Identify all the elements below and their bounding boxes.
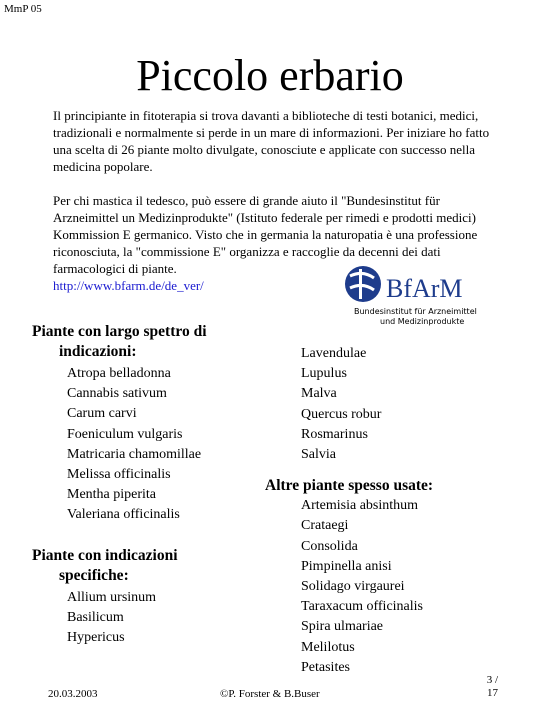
bfarm-emblem-icon xyxy=(345,266,381,302)
list-item: Foeniculum vulgaris xyxy=(67,426,183,442)
list-item: Lavendulae xyxy=(301,346,367,361)
list-item: Basilicum xyxy=(67,609,124,625)
list-item: Allium ursinum xyxy=(67,589,157,605)
left-column xyxy=(32,322,272,648)
list-item: Matricaria chamomillae xyxy=(67,446,202,462)
bfarm-logo-wordmark: BfArM xyxy=(386,274,463,303)
right-column xyxy=(265,344,525,678)
broad-plants-list-continued xyxy=(265,344,525,465)
list-item: Carum carvi xyxy=(67,406,137,422)
list-item: Melilotus xyxy=(301,639,355,655)
list-item: Salvia xyxy=(301,447,336,463)
list-item: Crataegi xyxy=(301,518,349,534)
list-item: Consolida xyxy=(301,538,358,554)
list-item: Spira ulmariae xyxy=(301,619,384,635)
list-item: Melissa officinalis xyxy=(67,467,171,483)
footer-copyright: ©P. Forster & B.Buser xyxy=(220,688,320,700)
other-plants-list xyxy=(265,496,525,678)
list-item: Valeriana officinalis xyxy=(67,507,180,523)
page-title: Piccolo erbario xyxy=(136,51,404,100)
list-item: Malva xyxy=(301,386,337,402)
bfarm-logo xyxy=(340,264,492,328)
list-item: Lupulus xyxy=(301,366,347,382)
list-item: Solidago virgaurei xyxy=(301,579,405,595)
bfarm-logo-line1: Bundesinstitut für Arzneimittel xyxy=(354,307,477,316)
page-number: 3 / 17 xyxy=(486,674,498,699)
specific-plants-list xyxy=(32,588,272,649)
list-item: Pimpinella anisi xyxy=(301,558,392,574)
slide-code: MmP 05 xyxy=(4,3,42,15)
broad-plants-list xyxy=(32,364,272,526)
list-item: Mentha piperita xyxy=(67,487,157,503)
list-item: Artemisia absinthum xyxy=(301,498,419,514)
list-item: Taraxacum officinalis xyxy=(301,599,423,615)
intro-paragraph-2: Per chi mastica il tedesco, può essere di grande aiuto il "Bundesinstitut für Arzneimittel un Medizinprodukte" (Istituto federale per rimedi e prodotti medici) Kommission E germanico. Visto che in germania la naturopatia è una professione riconosciuta, la "commissione E" organizza e raccoglie da decenni dei dati farmacologici di piante. xyxy=(53,193,478,276)
list-item: Quercus robur xyxy=(301,406,382,422)
footer-date: 20.03.2003 xyxy=(48,688,98,700)
section-heading-specific: Piante con indicazioni specifiche: xyxy=(32,546,178,584)
list-item: Rosmarinus xyxy=(301,426,368,442)
section-heading-other: Altre piante spesso usate: xyxy=(265,477,434,495)
section-heading-broad: Piante con largo spettro di indicazioni: xyxy=(32,323,207,360)
intro-paragraph-1: Il principiante in fitoterapia si trova davanti a biblioteche di testi botanici, medici, tradizionali e normalmente si perde in un mare di informazioni. Per iniziare ho fatto una scelta di 26 piante molto divulgate, conosciute e applicate con successo nella medicina popolare. xyxy=(53,108,490,174)
list-item: Hypericus xyxy=(67,630,125,646)
list-item: Atropa belladonna xyxy=(67,366,171,381)
bfarm-logo-line2: und Medizinprodukte xyxy=(380,317,465,326)
list-item: Cannabis sativum xyxy=(67,386,167,402)
list-item: Petasites xyxy=(301,659,350,675)
bfarm-link[interactable]: http://www.bfarm.de/de_ver/ xyxy=(53,278,204,293)
